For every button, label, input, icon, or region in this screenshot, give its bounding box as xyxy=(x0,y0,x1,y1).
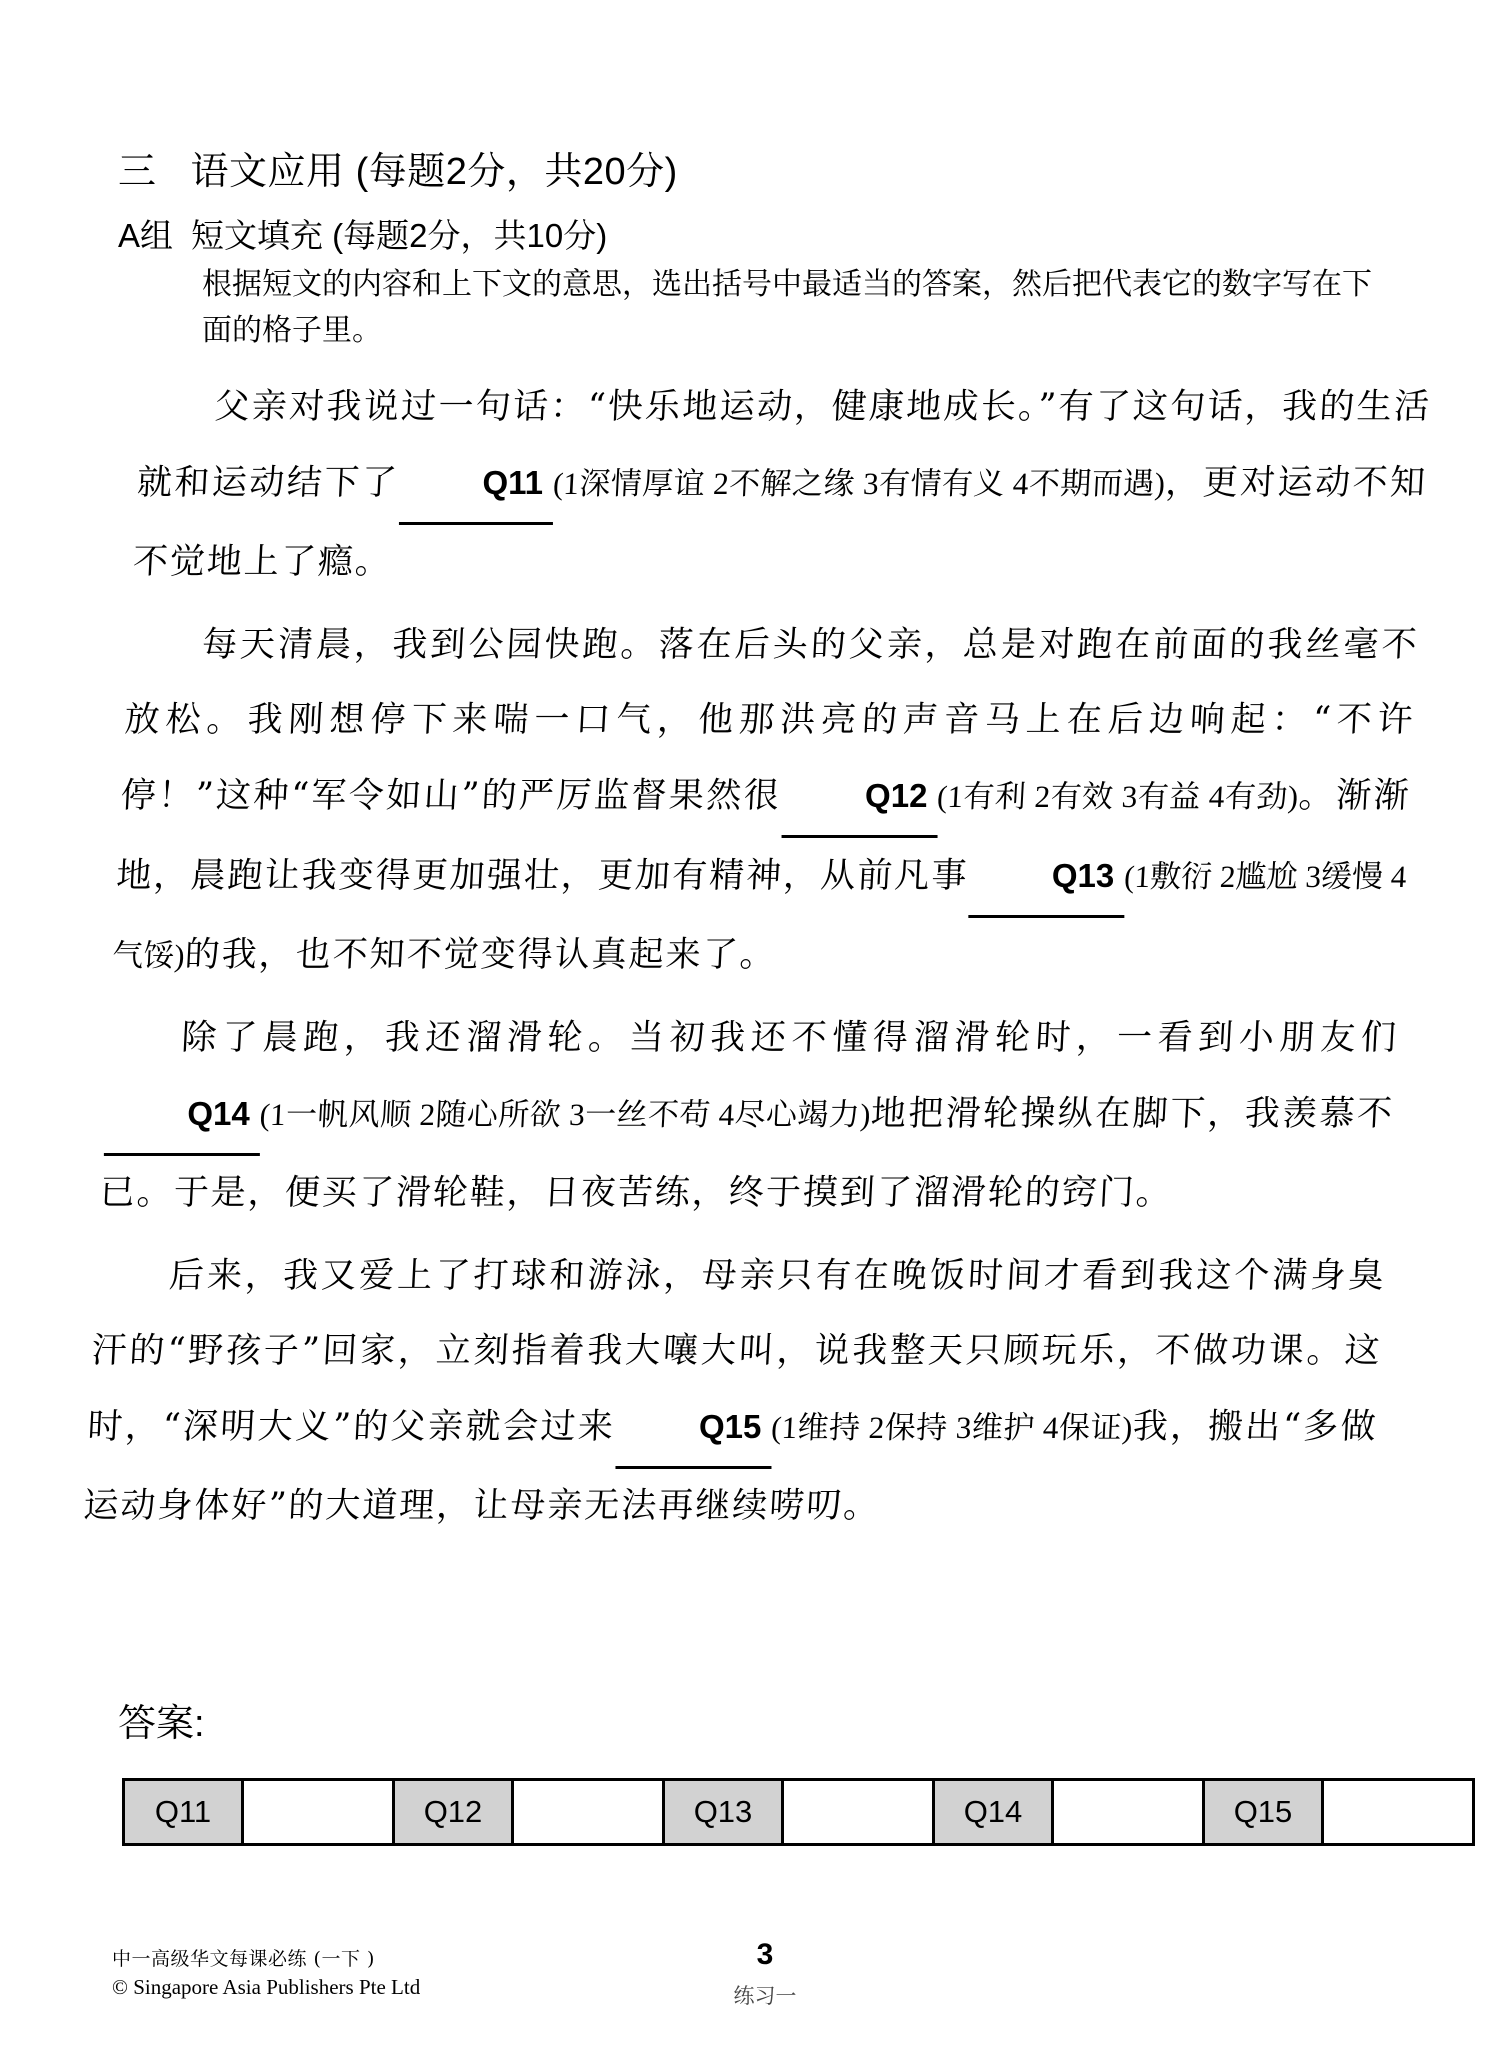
blank-q13[interactable]: Q13 xyxy=(968,838,1124,918)
answer-cell-label-q12: Q12 xyxy=(394,1780,513,1845)
answer-label: 答案: xyxy=(118,1703,205,1745)
blank-q14[interactable]: Q14 xyxy=(104,1076,260,1156)
p1-text-after: ，更对运动不知不觉地上了瘾。 xyxy=(131,463,1429,582)
p3-text-before: 除了晨跑，我还溜滑轮。当初我还不懂得溜滑轮时，一看到小朋友们 xyxy=(180,1018,1400,1058)
options-q14: (1一帆风顺 2随心所欲 3一丝不苟 4尽心竭力) xyxy=(258,1097,872,1132)
table-row xyxy=(124,1780,1474,1845)
page-number: 3 xyxy=(756,1938,774,1971)
section-title: 语文应用 (每题2分，共20分) xyxy=(190,151,678,193)
answer-cell-label-q11: Q11 xyxy=(124,1780,243,1845)
section-number: 三 xyxy=(118,151,157,193)
answer-cell-input-q11[interactable] xyxy=(243,1780,394,1845)
answer-cell-label-q14: Q14 xyxy=(934,1780,1053,1845)
p2-text-after: 的我，也不知不觉变得认真起来了。 xyxy=(183,935,778,975)
blank-q12[interactable]: Q12 xyxy=(781,758,937,838)
footer-book-title: 中一高级华文每课必练 (一下 ) xyxy=(112,1948,375,1970)
p4-text-before: 后来，我又爱上了打球和游泳，母亲只有在晚饭时间才看到我这个满身臭汗的“野孩子”回家，立刻指着我大嚷大叫，说我整天只顾玩乐，不做功课。这时，“深明大义”的父亲就会过来 xyxy=(86,1256,1387,1447)
footer-copyright: © Singapore Asia Publishers Pte Ltd xyxy=(112,1975,421,1999)
options-q12: (1有利 2有效 3有益 4有劲) xyxy=(936,779,1300,814)
p1-text-before: 父亲对我说过一句话：“快乐地运动，健康地成长。”有了这句话，我的生活就和运动结下了 xyxy=(136,387,1433,503)
group-title: 短文填充 (每题2分，共10分) xyxy=(191,217,608,254)
passage-paragraph-2 xyxy=(110,608,1420,993)
passage-paragraph-4 xyxy=(81,1239,1387,1544)
passage-body xyxy=(81,370,1433,1552)
answer-cell-input-q14[interactable] xyxy=(1053,1780,1204,1845)
passage-paragraph-1 xyxy=(131,370,1433,600)
answer-cell-label-q15: Q15 xyxy=(1204,1780,1323,1845)
p4-text-after: 我，搬出“多做运动身体好”的大道理，让母亲无法再继续唠叨。 xyxy=(82,1407,1379,1526)
answer-table xyxy=(122,1778,1475,1846)
options-q15: (1维持 2保持 3维护 4保证) xyxy=(770,1410,1134,1445)
options-q13: (1敷衍 2尴尬 3缓慢 4气馁) xyxy=(111,859,1408,973)
p2-text-before: 每天清晨，我到公园快跑。落在后头的父亲，总是对跑在前面的我丝毫不放松。我刚想停下来喘一口气，他那洪亮的声音马上在后边响起：“不许停！”这种“军令如山”的严厉监督果然很 xyxy=(119,625,1420,816)
section-heading xyxy=(118,140,678,195)
footer-center xyxy=(0,1938,1500,2010)
answer-cell-input-q12[interactable] xyxy=(513,1780,664,1845)
group-name: A组 xyxy=(118,217,174,254)
blank-q11[interactable]: Q11 xyxy=(399,445,553,525)
group-heading xyxy=(118,210,607,257)
answer-cell-input-q15[interactable] xyxy=(1323,1780,1474,1845)
answer-cell-label-q13: Q13 xyxy=(664,1780,783,1845)
options-q11: (1深情厚谊 2不解之缘 3有情有义 4不期而遇) xyxy=(552,466,1166,501)
blank-q15[interactable]: Q15 xyxy=(615,1389,771,1469)
instruction-text: 根据短文的内容和上下文的意思，选出括号中最适当的答案，然后把代表它的数字写在下面的格子里。 xyxy=(202,268,1372,347)
page-section-label: 练习一 xyxy=(733,1984,797,2008)
passage-paragraph-3 xyxy=(98,1001,1400,1231)
p2-text-mid: 。渐渐地，晨跑让我变得更加强壮，更加有精神，从前凡事 xyxy=(115,776,1412,896)
p3-text-after: 地把滑轮操纵在脚下，我羡慕不已。于是，便买了滑轮鞋，日夜苦练，终于摸到了溜滑轮的窍门。 xyxy=(98,1094,1396,1213)
answer-cell-input-q13[interactable] xyxy=(783,1780,934,1845)
